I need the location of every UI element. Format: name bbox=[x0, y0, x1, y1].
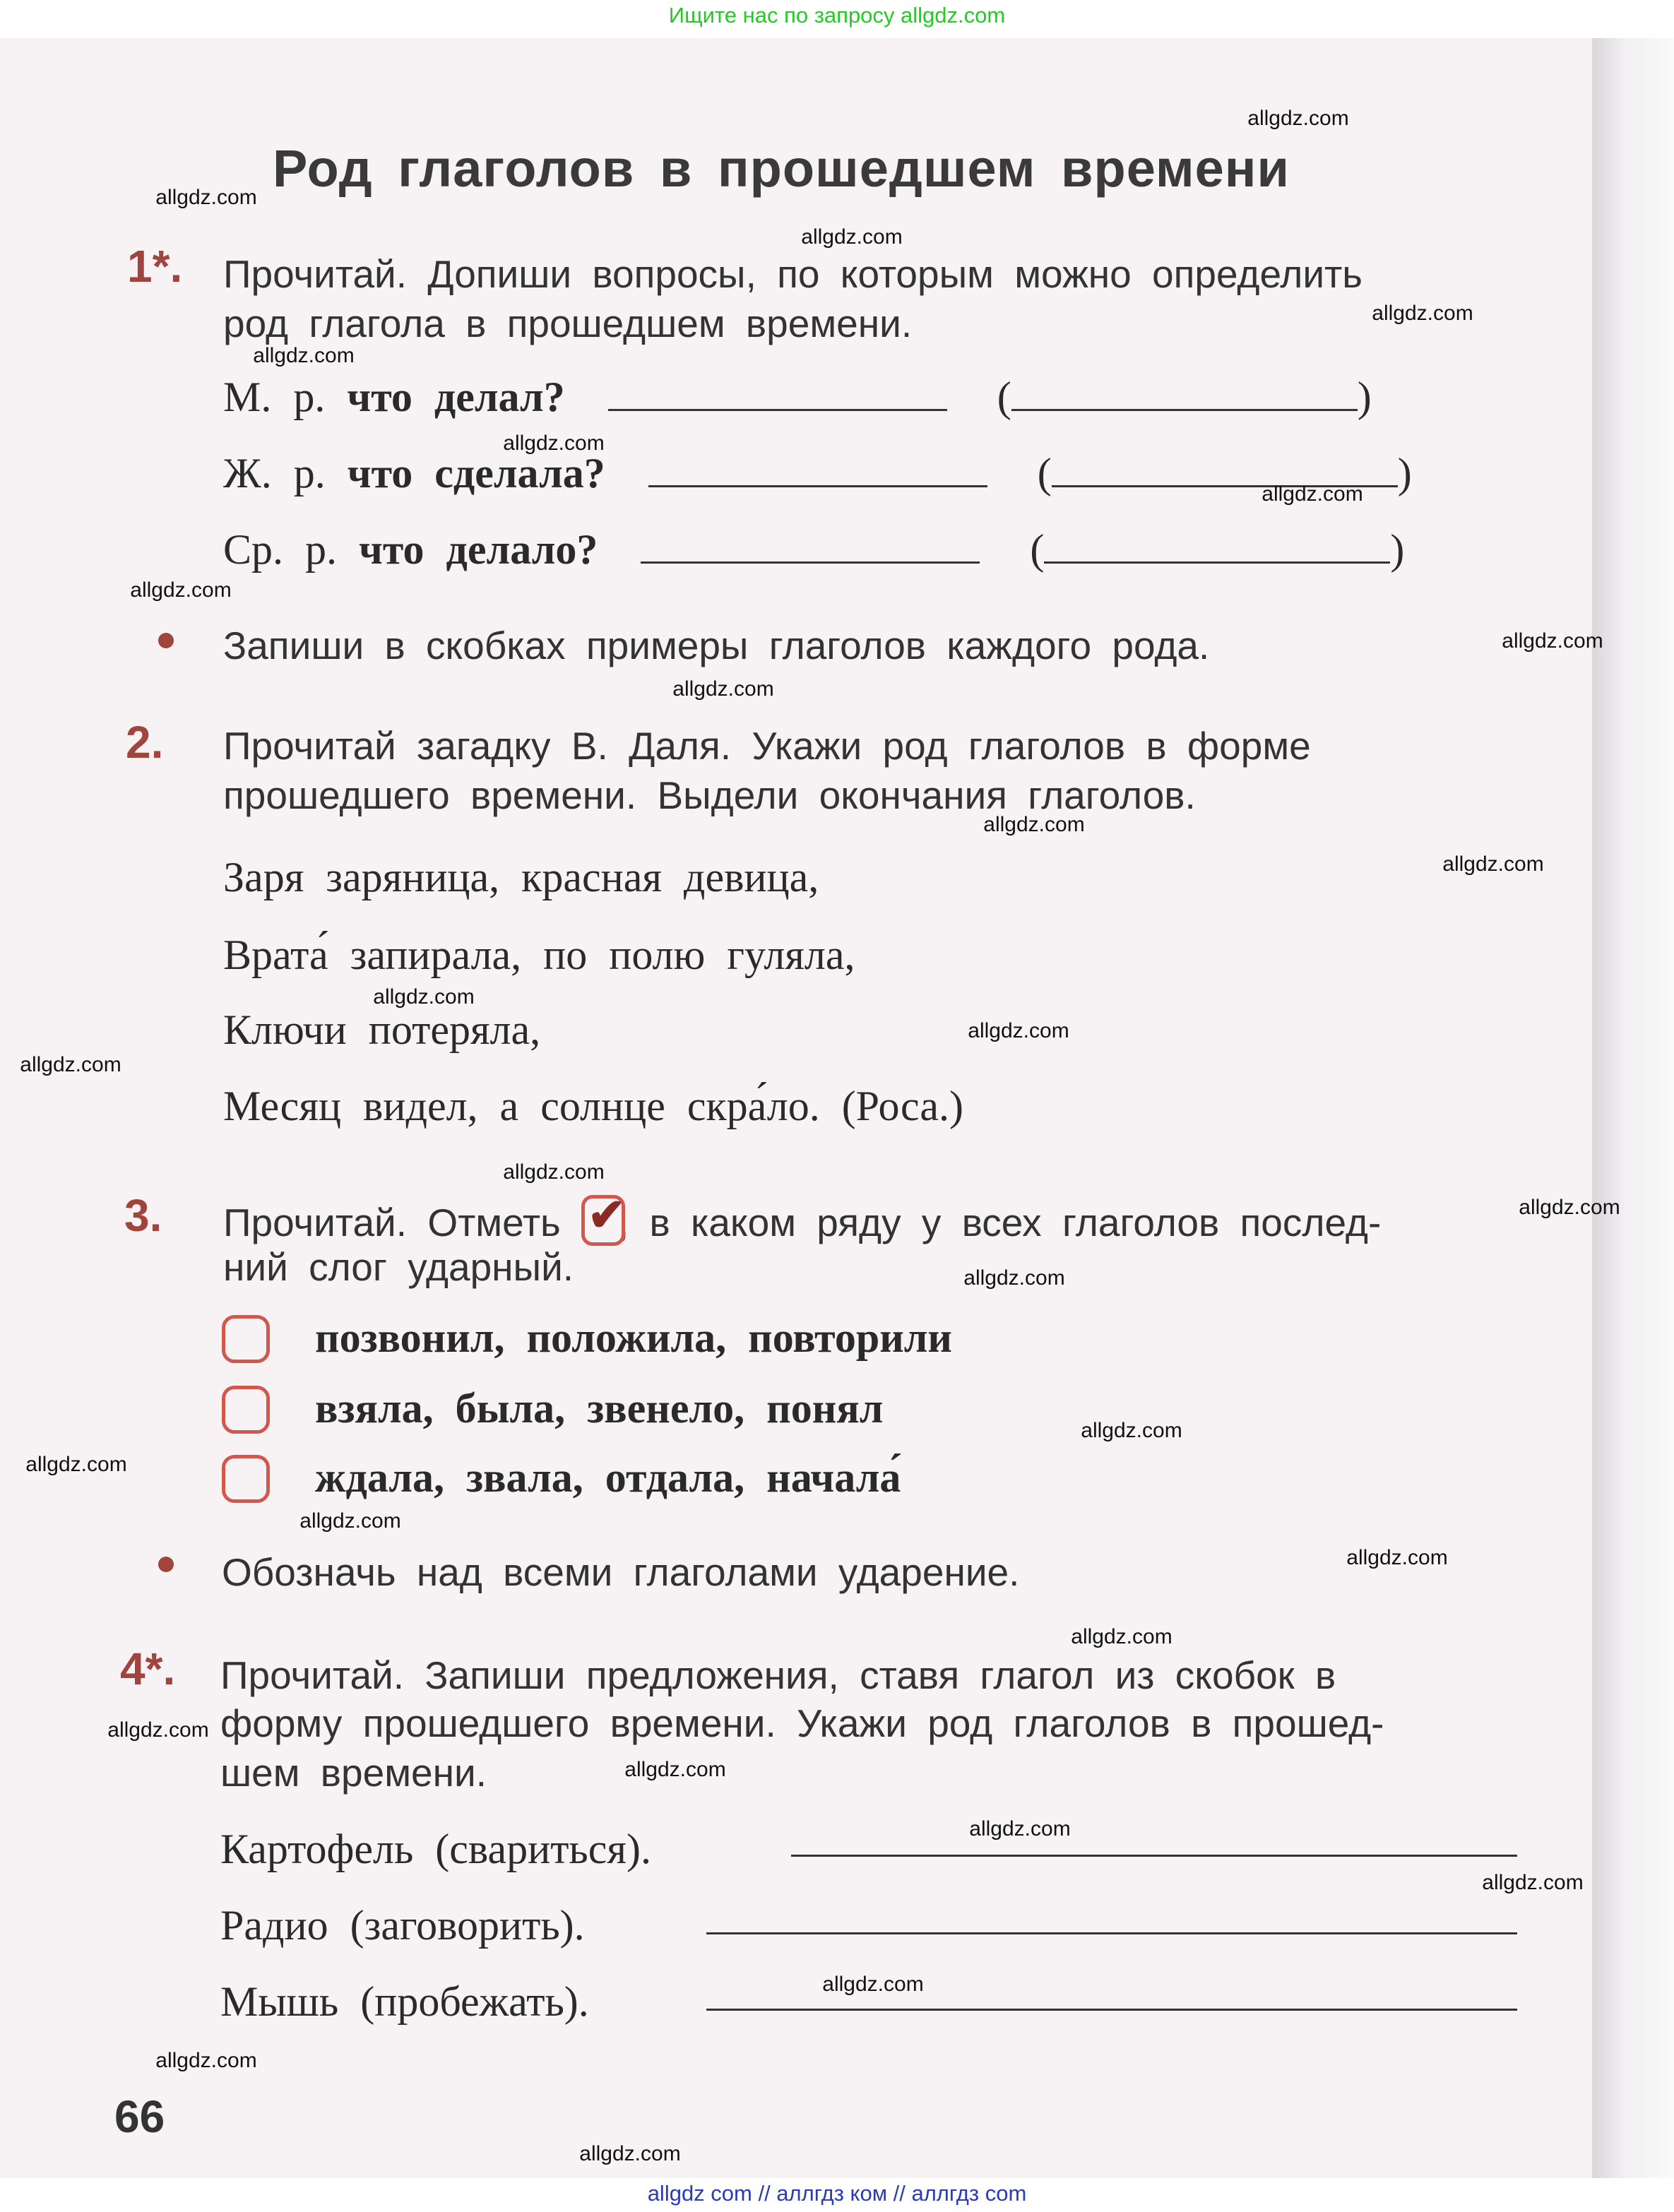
gender-label: Ср. р. bbox=[223, 526, 338, 573]
gender-question: что сделала? bbox=[347, 450, 605, 496]
answer-blank[interactable] bbox=[648, 480, 987, 487]
watermark: allgdz.com bbox=[1262, 482, 1363, 506]
riddle-line-1: Заря заряница, красная девица, bbox=[223, 854, 819, 900]
watermark: allgdz.com bbox=[503, 1160, 605, 1184]
gender-question: что делал? bbox=[347, 374, 565, 420]
sentence-text: Картофель (свариться). bbox=[220, 1826, 651, 1872]
task-2-instruction-line-1: Прочитай загадку В. Даля. Укажи род глаголов в форме bbox=[223, 724, 1311, 768]
option-2-text: взяла, была, звенело, понял bbox=[315, 1385, 884, 1432]
task-2-instruction-line-2: прошедшего времени. Выдели окончания глаголов. bbox=[223, 773, 1196, 817]
task-1-instruction-line-1: Прочитай. Допиши вопросы, по которым можно определить bbox=[223, 252, 1363, 296]
watermark: allgdz.com bbox=[1442, 852, 1544, 876]
watermark: allgdz.com bbox=[107, 1718, 209, 1742]
task-2-number: 2. bbox=[126, 717, 164, 768]
watermark: allgdz.com bbox=[969, 1817, 1071, 1841]
watermark: allgdz.com bbox=[25, 1453, 127, 1476]
watermark: allgdz.com bbox=[672, 677, 774, 701]
watermark: allgdz.com bbox=[253, 344, 355, 367]
option-1-text: позвонил, положила, повторили bbox=[315, 1314, 952, 1361]
watermark: allgdz.com bbox=[1346, 1546, 1448, 1569]
instruction-text: , в каком ряду у всех глаголов послед- bbox=[618, 1201, 1382, 1244]
page-number: 66 bbox=[114, 2091, 165, 2142]
top-banner[interactable]: Ищите нас по запросу allgdz.com bbox=[668, 3, 1006, 28]
answer-line-3[interactable] bbox=[706, 2009, 1517, 2011]
answer-blank[interactable] bbox=[641, 556, 980, 564]
example-blank[interactable] bbox=[1044, 556, 1390, 564]
watermark: allgdz.com bbox=[624, 1758, 726, 1781]
page-edge-shadow bbox=[1592, 38, 1674, 2178]
task-4-instruction-line-2: форму прошедшего времени. Укажи род глаголов в прошед- bbox=[220, 1701, 1384, 1745]
bullet-icon bbox=[158, 1557, 174, 1572]
task-4-instruction-line-3: шем времени. bbox=[220, 1751, 487, 1795]
bottom-footer-links[interactable]: allgdz com // аллгдз ком // аллгдз com bbox=[647, 2181, 1027, 2206]
answer-line-2[interactable] bbox=[706, 1932, 1517, 1934]
gender-label: М. р. bbox=[223, 374, 326, 420]
gender-question: что делало? bbox=[359, 526, 598, 573]
option-checkbox-2[interactable] bbox=[222, 1386, 270, 1434]
bullet-icon bbox=[158, 633, 174, 648]
watermark: allgdz.com bbox=[1519, 1196, 1620, 1219]
task-3-instruction-line-1 bbox=[223, 1189, 1382, 1246]
example-blank[interactable] bbox=[1011, 403, 1358, 411]
task-1-instruction-line-2: род глагола в прошедшем времени. bbox=[223, 302, 913, 345]
option-checkbox-3[interactable] bbox=[222, 1455, 270, 1503]
watermark: allgdz.com bbox=[1482, 1871, 1584, 1894]
watermark: allgdz.com bbox=[1502, 629, 1603, 653]
task-4-instruction-line-1: Прочитай. Запиши предложения, ставя глагол из скобок в bbox=[220, 1653, 1336, 1697]
checkmark-box-icon bbox=[581, 1189, 626, 1246]
watermark: allgdz.com bbox=[1081, 1419, 1182, 1442]
watermark: allgdz.com bbox=[579, 2142, 681, 2165]
task-1-row-neuter: Ср. р. что делало? ( ) bbox=[223, 526, 1405, 573]
watermark: allgdz.com bbox=[373, 985, 475, 1009]
checkmark-icon: ✔ bbox=[588, 1189, 626, 1240]
sentence-text: Мышь (пробежать). bbox=[220, 1978, 589, 2025]
watermark: allgdz.com bbox=[155, 186, 257, 209]
sentence-text: Радио (заговорить). bbox=[220, 1902, 585, 1949]
task-3-bullet-text: Обозначь над всеми глаголами ударение. bbox=[222, 1550, 1020, 1594]
watermark: allgdz.com bbox=[801, 225, 903, 249]
watermark: allgdz.com bbox=[822, 1973, 924, 1996]
riddle-line-2: Врата́ запирала, по полю гуляла, bbox=[223, 932, 855, 978]
watermark: allgdz.com bbox=[1071, 1625, 1173, 1648]
watermark: allgdz.com bbox=[1372, 302, 1473, 325]
watermark: allgdz.com bbox=[1247, 107, 1349, 130]
task-4-number: 4*. bbox=[120, 1643, 176, 1694]
option-3-text: ждала, звала, отдала, начала́ bbox=[315, 1454, 901, 1501]
sentence-3 bbox=[220, 1978, 589, 2026]
task-1-row-feminine: Ж. р. что сделала? ( ) bbox=[223, 450, 1412, 496]
watermark: allgdz.com bbox=[20, 1053, 121, 1076]
riddle-line-3: Ключи потеряла, bbox=[223, 1006, 541, 1053]
sentence-1 bbox=[220, 1825, 651, 1874]
riddle-line-4: Месяц видел, а солнце скра́ло. (Роса.) bbox=[223, 1083, 964, 1129]
task-1-row-masculine: М. р. что делал? ( ) bbox=[223, 374, 1372, 420]
option-checkbox-1[interactable] bbox=[222, 1315, 270, 1363]
watermark: allgdz.com bbox=[983, 813, 1085, 836]
answer-line-1[interactable] bbox=[791, 1855, 1517, 1857]
watermark: allgdz.com bbox=[155, 2049, 257, 2072]
instruction-text: Прочитай. Отметь bbox=[223, 1201, 561, 1244]
task-1-number: 1*. bbox=[127, 241, 183, 292]
watermark: allgdz.com bbox=[503, 432, 605, 455]
watermark: allgdz.com bbox=[130, 578, 232, 602]
task-3-number: 3. bbox=[124, 1190, 162, 1241]
page-title: Род глаголов в прошедшем времени bbox=[273, 139, 1290, 198]
task-1-bullet-text: Запиши в скобках примеры глаголов каждого рода. bbox=[223, 624, 1210, 667]
sentence-2 bbox=[220, 1901, 585, 1950]
watermark: allgdz.com bbox=[963, 1266, 1065, 1290]
watermark: allgdz.com bbox=[968, 1019, 1069, 1042]
task-3-instruction-line-2: ний слог ударный. bbox=[223, 1245, 574, 1289]
answer-blank[interactable] bbox=[608, 403, 947, 411]
watermark: allgdz.com bbox=[299, 1509, 401, 1533]
gender-label: Ж. р. bbox=[223, 450, 326, 496]
